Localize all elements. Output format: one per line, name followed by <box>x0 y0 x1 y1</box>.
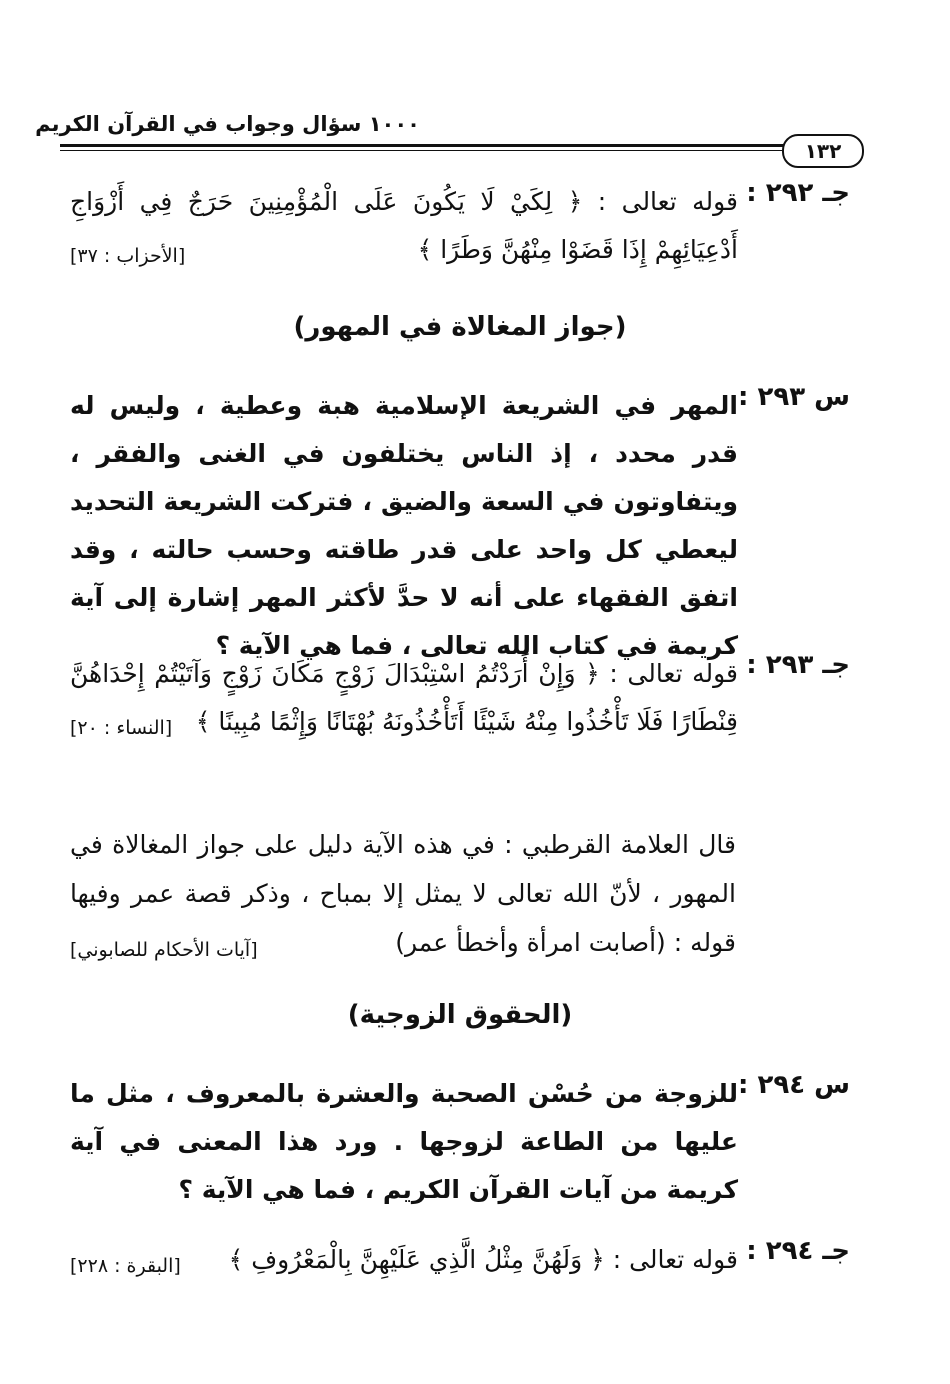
answer-294-intro: قوله تعالى : <box>612 1245 738 1274</box>
answer-292-verse: ﴿ لِكَيْ لَا يَكُونَ عَلَى الْمُؤْمِنِينَ حَرَجٌ فِي أَزْوَاجِ أَدْعِيَائِهِمْ إِذَا قَضَوْا مِنْهُنَّ وَطَرًا ﴾ <box>70 187 738 264</box>
answer-292-label: جـ ٢٩٢ : <box>746 178 850 208</box>
question-294-label: س ٢٩٤ : <box>738 1070 850 1100</box>
answer-294-ref: [البقرة : ٢٢٨] <box>70 1255 181 1277</box>
answer-293-body <box>70 650 738 746</box>
answer-294-verse: ﴿ وَلَهُنَّ مِثْلُ الَّذِي عَلَيْهِنَّ بِالْمَعْرُوفِ ﴾ <box>228 1245 605 1274</box>
answer-292-intro: قوله تعالى : <box>597 187 738 216</box>
question-294-text: للزوجة من حُسْن الصحبة والعشرة بالمعروف ، مثل ما عليها من الطاعة لزوجها . ورد هذا المعنى في آية كريمة من آيات القرآن الكريم ، فما هي الآية ؟ <box>70 1079 738 1204</box>
question-293-label: س ٢٩٣ : <box>738 382 850 412</box>
answer-294-body <box>70 1236 738 1284</box>
answer-293-ref: [النساء : ٢٠] <box>70 717 173 739</box>
answer-293-verse: ﴿ وَإِنْ أَرَدْتُمُ اسْتِبْدَالَ زَوْجٍ مَكَانَ زَوْجٍ وَآتَيْتُمْ إِحْدَاهُنَّ قِنْطَارًا فَلَا تَأْخُذُوا مِنْهُ شَيْئًا أَتَأْخُذُونَهُ بُهْتَانًا وَإِثْمًا مُبِينًا ﴾ <box>70 659 738 736</box>
answer-292-body <box>70 178 738 274</box>
header-rule-thin <box>60 150 858 151</box>
commentary-qurtubi <box>70 820 736 975</box>
answer-292 <box>70 178 850 280</box>
question-293 <box>70 382 850 670</box>
section-title-marital-rights: (الحقوق الزوجية) <box>347 1000 573 1030</box>
answer-294-label: جـ ٢٩٤ : <box>746 1236 850 1266</box>
header-rule <box>60 138 858 160</box>
answer-293-label: جـ ٢٩٣ : <box>746 650 850 680</box>
answer-293-intro: قوله تعالى : <box>609 659 738 688</box>
question-293-text: المهر في الشريعة الإسلامية هبة وعطية ، وليس له قدر محدد ، إذ الناس يختلفون في الغنى والفقر ، ويتفاوتون في السعة والضيق ، فتركت الشريعة التحديد ليعطي كل واحد على قدر طاقته وحسب حالته ، وقد اتفق الفقهاء على أنه لا حدَّ لأكثر المهر إشارة إلى آية كريمة في كتاب الله تعالى ، فما هي الآية ؟ <box>70 391 738 660</box>
commentary-text: قال العلامة القرطبي : في هذه الآية دليل على جواز المغالاة في المهور ، لأنّ الله تعالى لا يمثل إلا بمباح ، وذكر قصة عمر وفيها قوله : (أصابت امرأة وأخطأ عمر) <box>70 830 736 957</box>
page-number: ١٣٢ <box>782 134 864 168</box>
section-title-dowry: (جواز المغالاة في المهور) <box>293 312 627 342</box>
commentary-ref: [آيات الأحكام للصابوني] <box>70 939 258 961</box>
question-294 <box>70 1070 850 1214</box>
answer-293 <box>70 650 850 752</box>
answer-294 <box>70 1236 850 1290</box>
header-rule-thick <box>60 144 858 147</box>
answer-292-ref: [الأحزاب : ٣٧] <box>70 245 186 267</box>
running-title: ١٠٠٠ سؤال وجواب في القرآن الكريم <box>35 112 420 136</box>
